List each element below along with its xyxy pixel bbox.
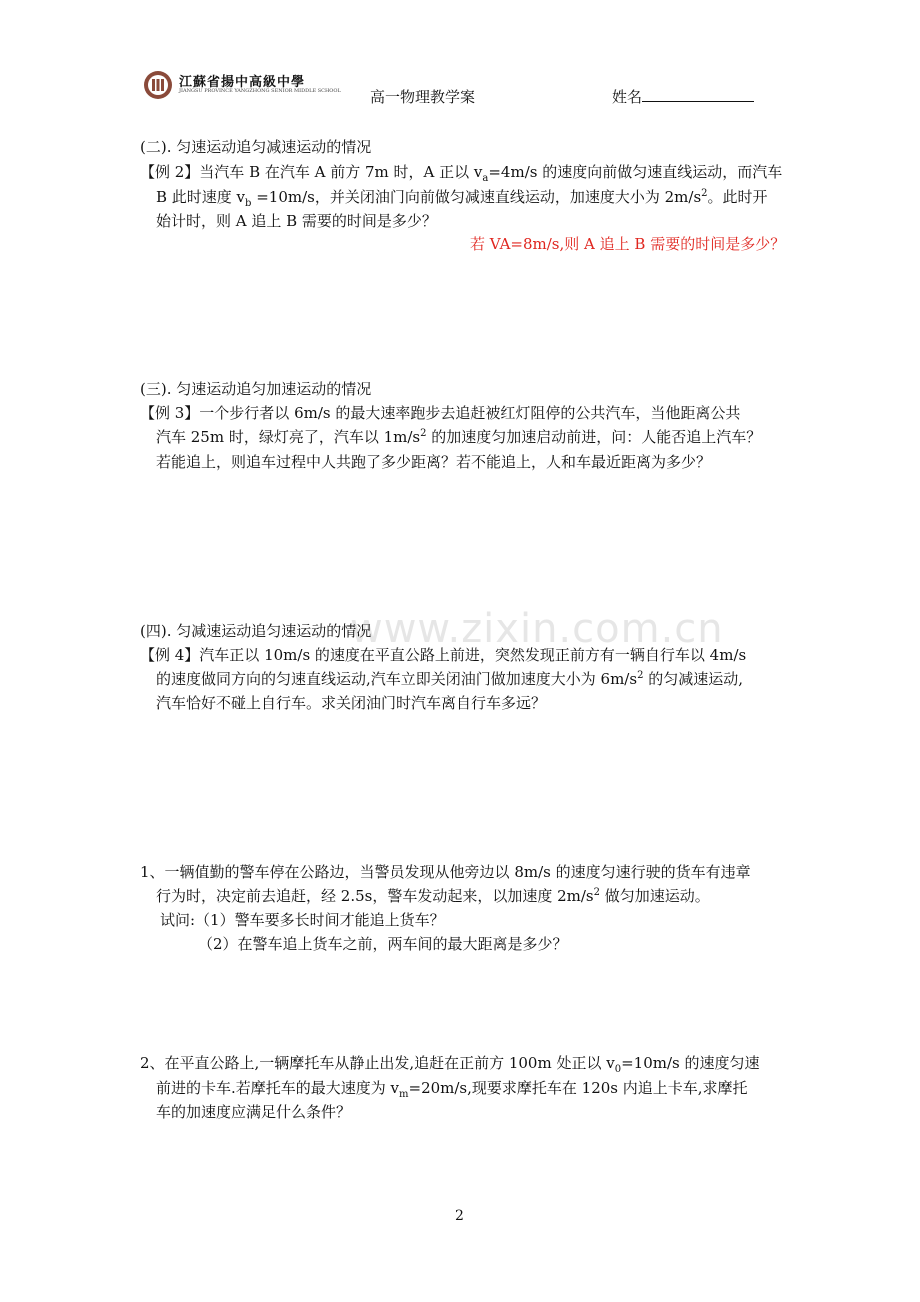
name-field — [612, 86, 754, 108]
watermark: www.zixin.com.cn — [350, 606, 724, 652]
example-2-line-1: 【例 2】当汽车 B 在汽车 A 前方 7m 时，A 正以 $v_a=4m/s$ 的速度向前做匀速直线运动，而汽车 — [140, 163, 783, 184]
page-title: 高一物理教学案 — [370, 88, 476, 106]
example-2-line-2: B 此时速度 $v_b =10m/s$，并关闭油门向前做匀减速直线运动，加速度大小为 $2m/s^2$。此时开 — [156, 188, 768, 209]
question-1-line-1: 1、一辆值勤的警车停在公路边，当警员发现从他旁边以 8m/s 的速度匀速行驶的货车有违章 — [140, 863, 751, 881]
example-3-line-1: 【例 3】一个步行者以 6m/s 的最大速率跑步去追赶被红灯阻停的公共汽车，当他距离公共 — [140, 404, 741, 422]
school-logo — [143, 70, 341, 100]
example-2-note: 若 VA=8m/s,则 A 追上 B 需要的时间是多少？ — [470, 235, 786, 253]
question-2-line-2: 前进的卡车.若摩托车的最大速度为 $v_m=20m/s$,现要求摩托车在 120s 内追上卡车,求摩托 — [156, 1079, 748, 1100]
example-4-line-1: 【例 4】汽车正以 10m/s 的速度在平直公路上前进，突然发现正前方有一辆自行车以 4m/s — [140, 646, 747, 664]
question-2-line-1: 2、在平直公路上,一辆摩托车从静止出发,追赶在正前方 100m 处正以 $v_0=10m/s$ 的速度匀速 — [140, 1054, 760, 1075]
example-4-line-2: 的速度做同方向的匀速直线运动,汽车立即关闭油门做加速度大小为 $6m/s^2$ 的匀减速运动, — [156, 670, 743, 688]
section-2-heading: (二). 匀速运动追匀减速运动的情况 — [140, 138, 372, 156]
example-2-line-3: 始计时，则 A 追上 B 需要的时间是多少？ — [156, 212, 437, 230]
question-1-line-4: （2）在警车追上货车之前，两车间的最大距离是多少？ — [198, 935, 568, 953]
section-3-heading: (三). 匀速运动追匀加速运动的情况 — [140, 380, 372, 398]
name-label: 姓名 — [612, 88, 643, 106]
question-1-line-2: 行为时，决定前去追赶，经 2.5s，警车发动起来，以加速度 $2m/s^2$ 做匀加速运动。 — [156, 887, 710, 905]
name-blank — [642, 86, 754, 102]
logo-chinese-text: 江蘇省揚中高級中學 — [179, 75, 306, 90]
school-emblem-icon — [143, 70, 173, 100]
example-4-line-3: 汽车恰好不碰上自行车。求关闭油门时汽车离自行车多远？ — [156, 694, 547, 712]
example-3-line-3: 若能追上，则追车过程中人共跑了多少距离？若不能追上，人和车最近距离为多少？ — [156, 453, 712, 471]
question-1-line-3: 试问:（1）警车要多长时间才能追上货车？ — [160, 911, 445, 929]
logo-english-text: JIANGSU PROVINCE YANGZHONG SENIOR MIDDLE SCHOOL — [179, 88, 341, 94]
example-3-line-2: 汽车 25m 时，绿灯亮了，汽车以 $1m/s^2$ 的加速度匀加速启动前进，问：人能否追上汽车？ — [156, 428, 762, 446]
question-2-line-3: 车的加速度应满足什么条件？ — [156, 1103, 352, 1121]
section-4-heading: (四). 匀减速运动追匀速运动的情况 — [140, 622, 372, 640]
page-number: 2 — [455, 1208, 464, 1224]
